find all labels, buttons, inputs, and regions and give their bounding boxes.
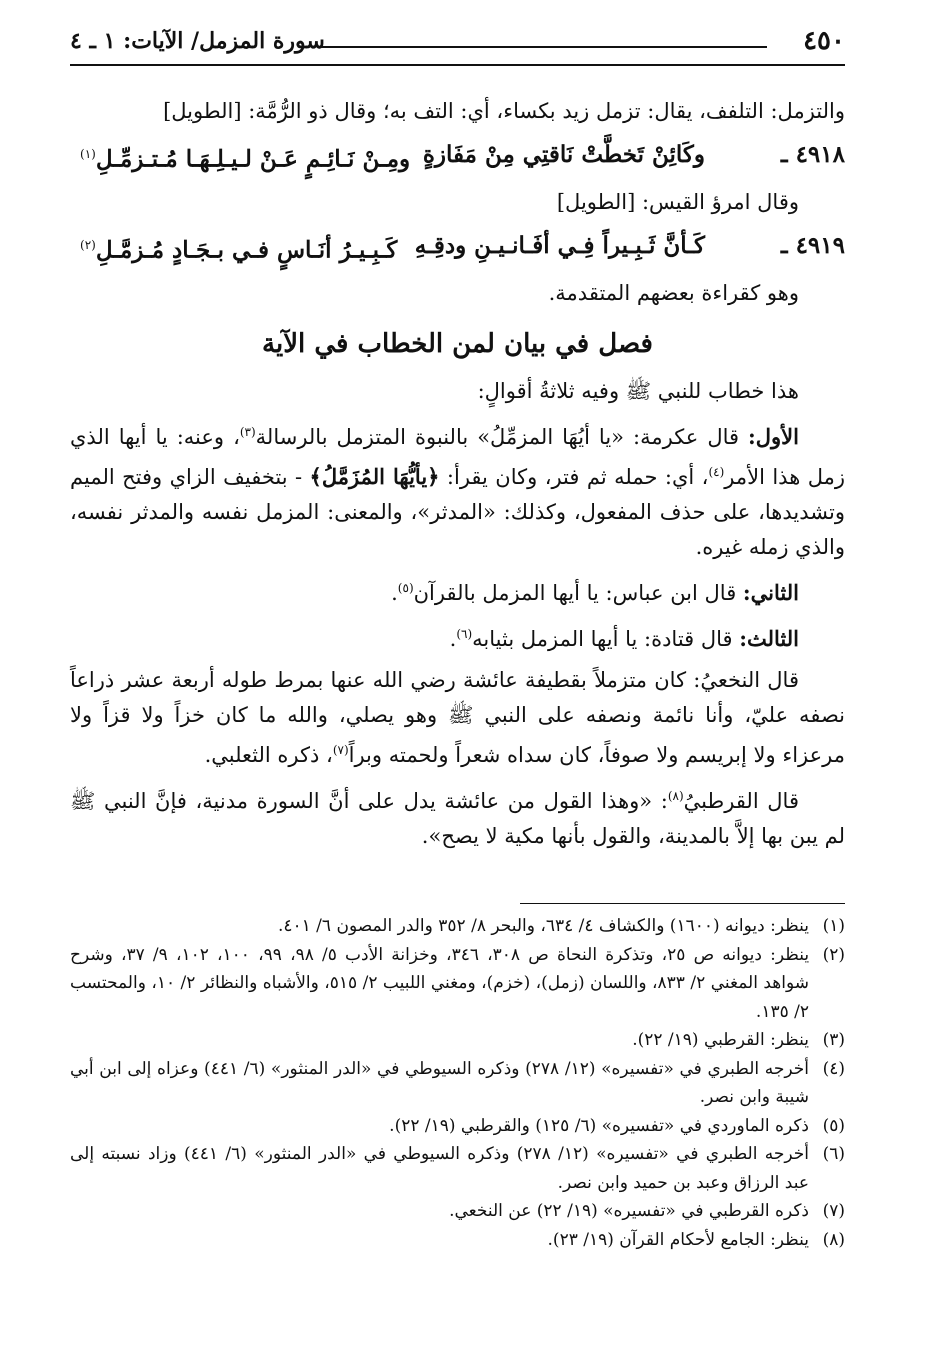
section-intro: هذا خطاب للنبي ﷺ وفيه ثلاثةُ أقوالٍ: xyxy=(477,379,799,403)
verse-number: ٤٩١٩ ـ xyxy=(780,232,845,259)
footnote-number: (٣) xyxy=(822,1030,845,1050)
opinion-text: قال ابن عباس: يا أيها المزمل بالقرآن xyxy=(413,581,743,605)
paragraph-text: قال النخعيُ: كان متزملاً بقطيفة عائشة رضي الله عنها بمرط طوله أربعة عشر ذراعاً نصفه عليّ، وأنا نائمة ونصفه على النبي ﷺ وهو يصلي، والله ما كان خزاً ولا قزاً ولا مرعزاء ولا إبريسم ولا صوفاً، كان سداه شعراً ولحمته وبراً xyxy=(70,668,845,767)
opinion-end: . xyxy=(391,581,398,605)
footnote-text: ذكره الماوردي في «تفسيره» (٦/ ١٢٥) والقرطبي (١٩/ ٢٢). xyxy=(389,1115,809,1136)
opinion-end: . xyxy=(449,627,457,651)
header-rule xyxy=(70,64,845,66)
opinion-label: الثالث: xyxy=(739,626,799,651)
footnote-5 xyxy=(70,1112,845,1141)
footnote-ref[interactable]: (٢) xyxy=(80,238,96,252)
verse-first-hemistich: وكَائِنْ تَخطَّتْ نَاقتِي مِنْ مَفَازةٍ xyxy=(422,141,705,168)
footnote-7 xyxy=(70,1197,845,1226)
verse-4919 xyxy=(70,222,845,274)
footnote-text: ينظر: ديوانه ص ٢٥، وتذكرة النحاة ص ٣٠٨، ٣٤٦، وخزانة الأدب ٥/ ٩٨، ٩٩، ١٠٠، ١٠٢، ٩/ ٣٧، وشرح شواهد المغني ٢/ ٨٣٣، واللسان (زمل)، (خزم)، ومغني اللبيب ٢/ ٥١٥، والأشباه والنظائر ٢/ ١٠، والمحتسب ٢/ ١٣٥. xyxy=(70,944,810,1022)
page-header xyxy=(70,24,845,64)
footnote-ref[interactable]: (٣) xyxy=(239,425,256,439)
opinion-text: قال عكرمة: «يا أيُهَا المزمِّلُ» بالنبوة المتزمل بالرسالة xyxy=(255,425,749,449)
section-title: فصل في بيان لمن الخطاب في الآية xyxy=(262,329,653,359)
paragraph-end: : «وهذا القول من عائشة يدل على أنَّ السورة مدنية، فإنَّ النبي ﷺ لم يبن بها إلاَّ بالمدينة، والقول بأنها مكية لا يصح». xyxy=(70,789,845,848)
footnote-text: أخرجه الطبري في «تفسيره» (١٢/ ٢٧٨) وذكره السيوطي في «الدر المنثور» (٦/ ٤٤١) وعزاه إلى ابن أبي شيبة وابن نصر. xyxy=(70,1058,809,1107)
opinion-label: الثاني: xyxy=(742,580,799,605)
footnote-text: ينظر: ديوانه (١٦٠٠) والكشاف ٤/ ٦٣٤، والبحر ٨/ ٣٥٢ والدر المصون ٦/ ٤٠١. xyxy=(277,916,809,936)
verse-second-hemistich xyxy=(80,137,410,177)
footnote-ref[interactable]: (٦) xyxy=(456,627,473,641)
footnote-8 xyxy=(70,1226,845,1255)
footnote-ref[interactable]: (٥) xyxy=(397,581,414,595)
footnote-number: (١) xyxy=(822,916,845,936)
footnote-text: أخرجه الطبري في «تفسيره» (١٢/ ٢٧٨) وذكره السيوطي في «الدر المنثور» (٦/ ٤٤١) وزاد نسبته إلى عبد الرزاق وعبد بن حميد وابن نصر. xyxy=(70,1144,809,1193)
footnote-number: (٢) xyxy=(822,944,845,965)
footnote-text: ذكره القرطبي في «تفسيره» (١٩/ ٢٢) عن النخعي. xyxy=(449,1201,809,1221)
footnote-text: ينظر: القرطبي (١٩/ ٢٢). xyxy=(632,1030,809,1050)
footnote-number: (٧) xyxy=(822,1201,845,1221)
running-title: سورة المزمل/ الآيات: ١ ـ ٤ xyxy=(70,28,325,54)
footnote-separator xyxy=(520,903,845,904)
verse2-intro: وقال امرؤ القيس: [الطويل] xyxy=(556,190,799,214)
footnote-2 xyxy=(70,941,845,1027)
third-opinion xyxy=(70,617,845,657)
footnote-ref[interactable]: (٧) xyxy=(332,743,349,757)
opinion-text: قال قتادة: يا أيها المزمل بثيابه xyxy=(472,627,740,651)
paragraph-end: ، ذكره الثعلبي. xyxy=(204,743,333,767)
verse-number: ٤٩١٨ ـ xyxy=(780,141,845,168)
footnote-1 xyxy=(70,912,845,941)
opinion-text: ، أي: حمله ثم فتر، وكان يقرأ: xyxy=(439,465,709,489)
footnote-number: (٤) xyxy=(822,1058,845,1079)
main-text xyxy=(70,94,845,854)
hemistich-text: كَـبِـيـرُ أنَـاسٍ فـي بـجَـادٍ مُـزمَّـلِ xyxy=(95,236,398,264)
first-opinion xyxy=(70,415,845,565)
footnote-number: (٥) xyxy=(822,1115,845,1136)
footnote-ref[interactable]: (٨) xyxy=(667,789,684,803)
page-number: ٤٥٠ xyxy=(803,26,845,56)
footnote-3 xyxy=(70,1026,845,1055)
verse-first-hemistich: كَـأنَّ ثَـبِـيراً فِـي أفَـانـيـنِ ودقِـهِ xyxy=(414,232,705,259)
footnote-4 xyxy=(70,1055,845,1112)
verse-4918 xyxy=(70,131,845,183)
after-verse-text: وهو كقراءة بعضهم المتقدمة. xyxy=(548,281,799,305)
footnote-ref[interactable]: (٤) xyxy=(708,465,725,479)
footnote-6 xyxy=(70,1140,845,1197)
intro-paragraph: والتزمل: التلفف، يقال: تزمل زيد بكساء، أي: التف به؛ وقال ذو الرُّمَّة: [الطويل] xyxy=(163,99,845,123)
second-opinion xyxy=(70,571,845,611)
book-page xyxy=(70,0,845,1359)
footnote-text: ينظر: الجامع لأحكام القرآن (١٩/ ٢٣). xyxy=(547,1229,809,1250)
footnote-ref[interactable]: (١) xyxy=(80,147,96,161)
opinion-text: - بتخفيف الزاي وفتح الميم وتشديدها، على حذف المفعول، وكذلك: «المدثر»، والمعنى: المزمل نفسه والمدثر نفسه، والذي زمله غيره. xyxy=(70,465,845,559)
footnotes xyxy=(70,912,845,1254)
qurtubi-paragraph xyxy=(70,779,845,854)
verse-second-hemistich xyxy=(80,228,397,268)
opinion-text: ، وعنه: يا أيها الذي زمل هذا الأمر xyxy=(70,425,845,489)
footnote-number: (٨) xyxy=(822,1229,845,1250)
hemistich-text: ومِـنْ نَـائِـمٍ عَـنْ لـيـلِـهَـا مُـتـزمِّـلِ xyxy=(95,145,411,173)
nakhai-paragraph xyxy=(70,663,845,773)
paragraph-text: قال القرطبيُ xyxy=(683,789,799,813)
header-dash xyxy=(320,46,767,48)
footnote-number: (٦) xyxy=(822,1144,845,1164)
opinion-label: الأول: xyxy=(748,424,799,449)
quran-quote: ﴿يأيُّهَا المُزَمَّلُ﴾ xyxy=(309,464,440,489)
